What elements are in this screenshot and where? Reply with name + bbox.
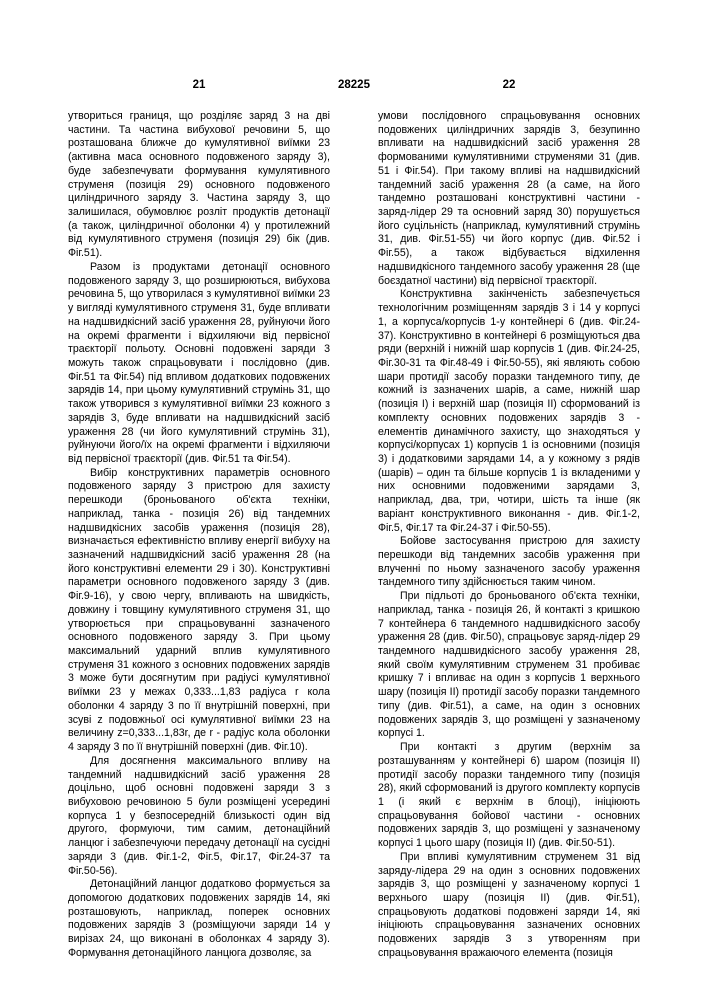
paragraph: Бойове застосування пристрою для захисту перешкоди від тандемних засобів ураження при влученні по ньому зазначеного засобу ураження тандемного типу здійснюється таким чином. [378, 535, 640, 589]
paragraph: утвориться границя, що розділяє заряд 3 на дві частини. Та частина вибухової речовини 5, що розташована ближче до кумулятивної виїмки 23 (активна маса основного подовженого заряду 3), буде забезпечувати формування кумулятивного струменя (позиція 29) основного подовженого циліндричного заряду 3. Частина заряду 3, що залишилася, обумовлює розліт продуктів детонації (а також, циліндричної оболонки 4) у протилежний від кумулятивного струменя (позиція 29) бік (див. Фіг.51). [68, 110, 330, 260]
paragraph: умови послідовного спрацьовування основних подовжених циліндричних зарядів 3, безупинно впливати на надшвидкісний засіб ураження 28 формованими кумулятивними струменями 31 (див. 51 і Фіг.54). При такому впливі на надшвидкісний тандемний засіб ураження 28 (а саме, на його тандемно розташовані конструктивні частини - заряд-лідер 29 та основний заряд 30) порушується його суцільність (наприклад, кумулятивний струмінь 31, див. Фіг.51-55) чи його корпус (див. Фіг.52 і Фіг.55), а також відбувається відхилення надшвидкісного тандемного засобу ураження 28 (ще боєздатної частини) від первісної траєкторії. [378, 110, 640, 287]
body-columns [68, 110, 640, 961]
paragraph: Разом із продуктами детонації основного подовженого заряду 3, що розширюються, вибухова речовина 5, що утворилася з кумулятивної виїмки 23 у вигляді кумулятивного струменя 31, буде впливати на надшвидкісний засіб ураження 28, руйнуючи його на окремі фрагменти і відхиляючи від первісної траєкторії польоту. Основні подовжені заряди 3 можуть також спрацьовувати і послідовно (див. Фіг.51 та Фіг.54) під впливом додаткових подовжених зарядів 14, при цьому кумулятивний струмінь 31, що також утворився з кумулятивної виїмки 23 кожного з зарядів 3, буде впливати на надшвидкісний засіб ураження 28 (чи його кумулятивний струмінь 31), руйнуючи його/їх на окремі фрагменти і відхиляючи від первісної траєкторії (див. Фіг.51 та Фіг.54). [68, 260, 330, 465]
left-column [68, 110, 330, 961]
paragraph: При контакті з другим (верхнім за розташуванням у контейнері 6) шаром (позиція II) протидії засобу поразки тандемного типу (позиція 28), який сформований із другого комплекту корпусів 1 (і який є верхнім в блоці), ініціюють спрацьовування бойової частини - основних подовжених зарядів 3, що розміщені у зазначеному корпусі 1 цього шару (позиція II) (див. Фіг.50-51). [378, 741, 640, 850]
left-page-number: 21 [192, 79, 206, 91]
paragraph: Детонаційний ланцюг додатково формується за допомогою додаткових подовжених зарядів 14, які розташовують, наприклад, поперек основних подовжених зарядів 3 (розміщуючи заряди 14 у вирізах 24, що виконані в оболонках 4 заряду 3). Формування детонаційного ланцюга дозволяє, за [68, 878, 330, 959]
right-column [378, 110, 640, 961]
running-header [68, 79, 640, 95]
paragraph: При впливі кумулятивним струменем 31 від заряду-лідера 29 на один з основних подовжених зарядів 3, що розміщені у зазначеному корпусі 1 верхнього шару (позиція II) (див. Фіг.51), спрацьовують додаткові подовжені заряди 14, які ініціюють спрацьовування зазначених основних подовжених зарядів 3 з утворенням при спрацьовування вражаючого елемента (позиція [378, 850, 640, 959]
paragraph: При підльоті до броньованого об'єкта техніки, наприклад, танка - позиція 26, й контакті з кришкою 7 контейнера 6 тандемного надшвидкісного засобу ураження 28 (див. Фіг.50), спрацьовує заряд-лідер 29 тандемного надшвидкісного засобу ураження 28, який своїм кумулятивним струменем 31 пробиває кришку 7 і впливає на один з корпусів 1 верхнього шару (позиція II) протидії засобу поразки тандемного типу (див. Фіг.51), а саме, на один з основних подовжених зарядів 3, що розміщені у зазначеному корпусі 1. [378, 590, 640, 740]
right-page-number: 22 [502, 79, 516, 91]
paragraph: Вибір конструктивних параметрів основного подовженого заряду 3 пристрою для захисту перешкоди (броньованого об'єкта техніки, наприклад, танка - позиція 26) від тандемних надшвидкісних засобів ураження (позиція 28), визначається ефективністю впливу енергії вибуху на зазначений надшвидкісний засіб ураження 28 (на його конструктивні елементи 29 і 30). Конструктивні параметри основного подовженого заряду 3 (див. Фіг.9-16), у свою чергу, впливають на швидкість, довжину і товщину кумулятивного струменя 31, що утворюється при спрацьовуванні зазначеного основного подовженого заряду 3. При цьому максимальний ударний вплив кумулятивного струменя 31 кожного з основних подовжених зарядів 3 може бути досягнутим при радіусі кумулятивної виїмки 23 у межах 0,333...1,83 радіуса r кола оболонки 4 заряду 3 по її внутрішній поверхні, при зсуві z подовжньої осі кумулятивної виїмки 23 на величину z=0,333...1,83r, де r - радіус кола оболонки 4 заряду 3 по її внутрішній поверхні (див. Фіг.10). [68, 466, 330, 754]
publication-number: 28225 [338, 79, 370, 91]
paragraph: Для досягнення максимального впливу на тандемний надшвидкісний засіб ураження 28 доцільно, щоб основні подовжені заряди 3 з вибуховою речовиною 5 були розміщені усередині корпуса 1 у безпосередній близькості один від другого, формуючи, тим самим, детонаційний ланцюг і забезпечуючи передачу детонації на сусідні заряди 3 (див. Фіг.1-2, Фіг.5, Фіг.17, Фіг.24-37 та Фіг.50-56). [68, 754, 330, 877]
paragraph: Конструктивна закінченість забезпечується технологічним розміщенням зарядів 3 і 14 у корпусі 1, а корпуса/корпусів 1-у контейнері 6 (див. Фіг.24-37). Конструктивно в контейнері 6 розміщуються два ряди (верхній і нижній шар корпусів 1 (див. Фіг.24-25, Фіг.30-31 та Фіг.48-49 і Фіг.50-55), які являють собою шари протидії засобу поразки тандемного типу, де кожний із зазначених шарів, а саме, нижній шар (позиція I) і верхній шар (позиція II) сформований із комплекту основних подовжених зарядів 3 - елементів динамічного захисту, що знаходяться у корпусі/корпусах 1) корпусів 1 із основними (позиція 3) і додатковими зарядами 14, а у кожному з рядів (шарів) – один та більше корпусів 1 із вкладеними у них основними подовженими зарядами 3, наприклад, два, три, чотири, шість та інше (як варіант конструктивного виконання - див. Фіг.1-2, Фіг.5, Фіг.17 та Фіг.24-37 і Фіг.50-55). [378, 288, 640, 534]
